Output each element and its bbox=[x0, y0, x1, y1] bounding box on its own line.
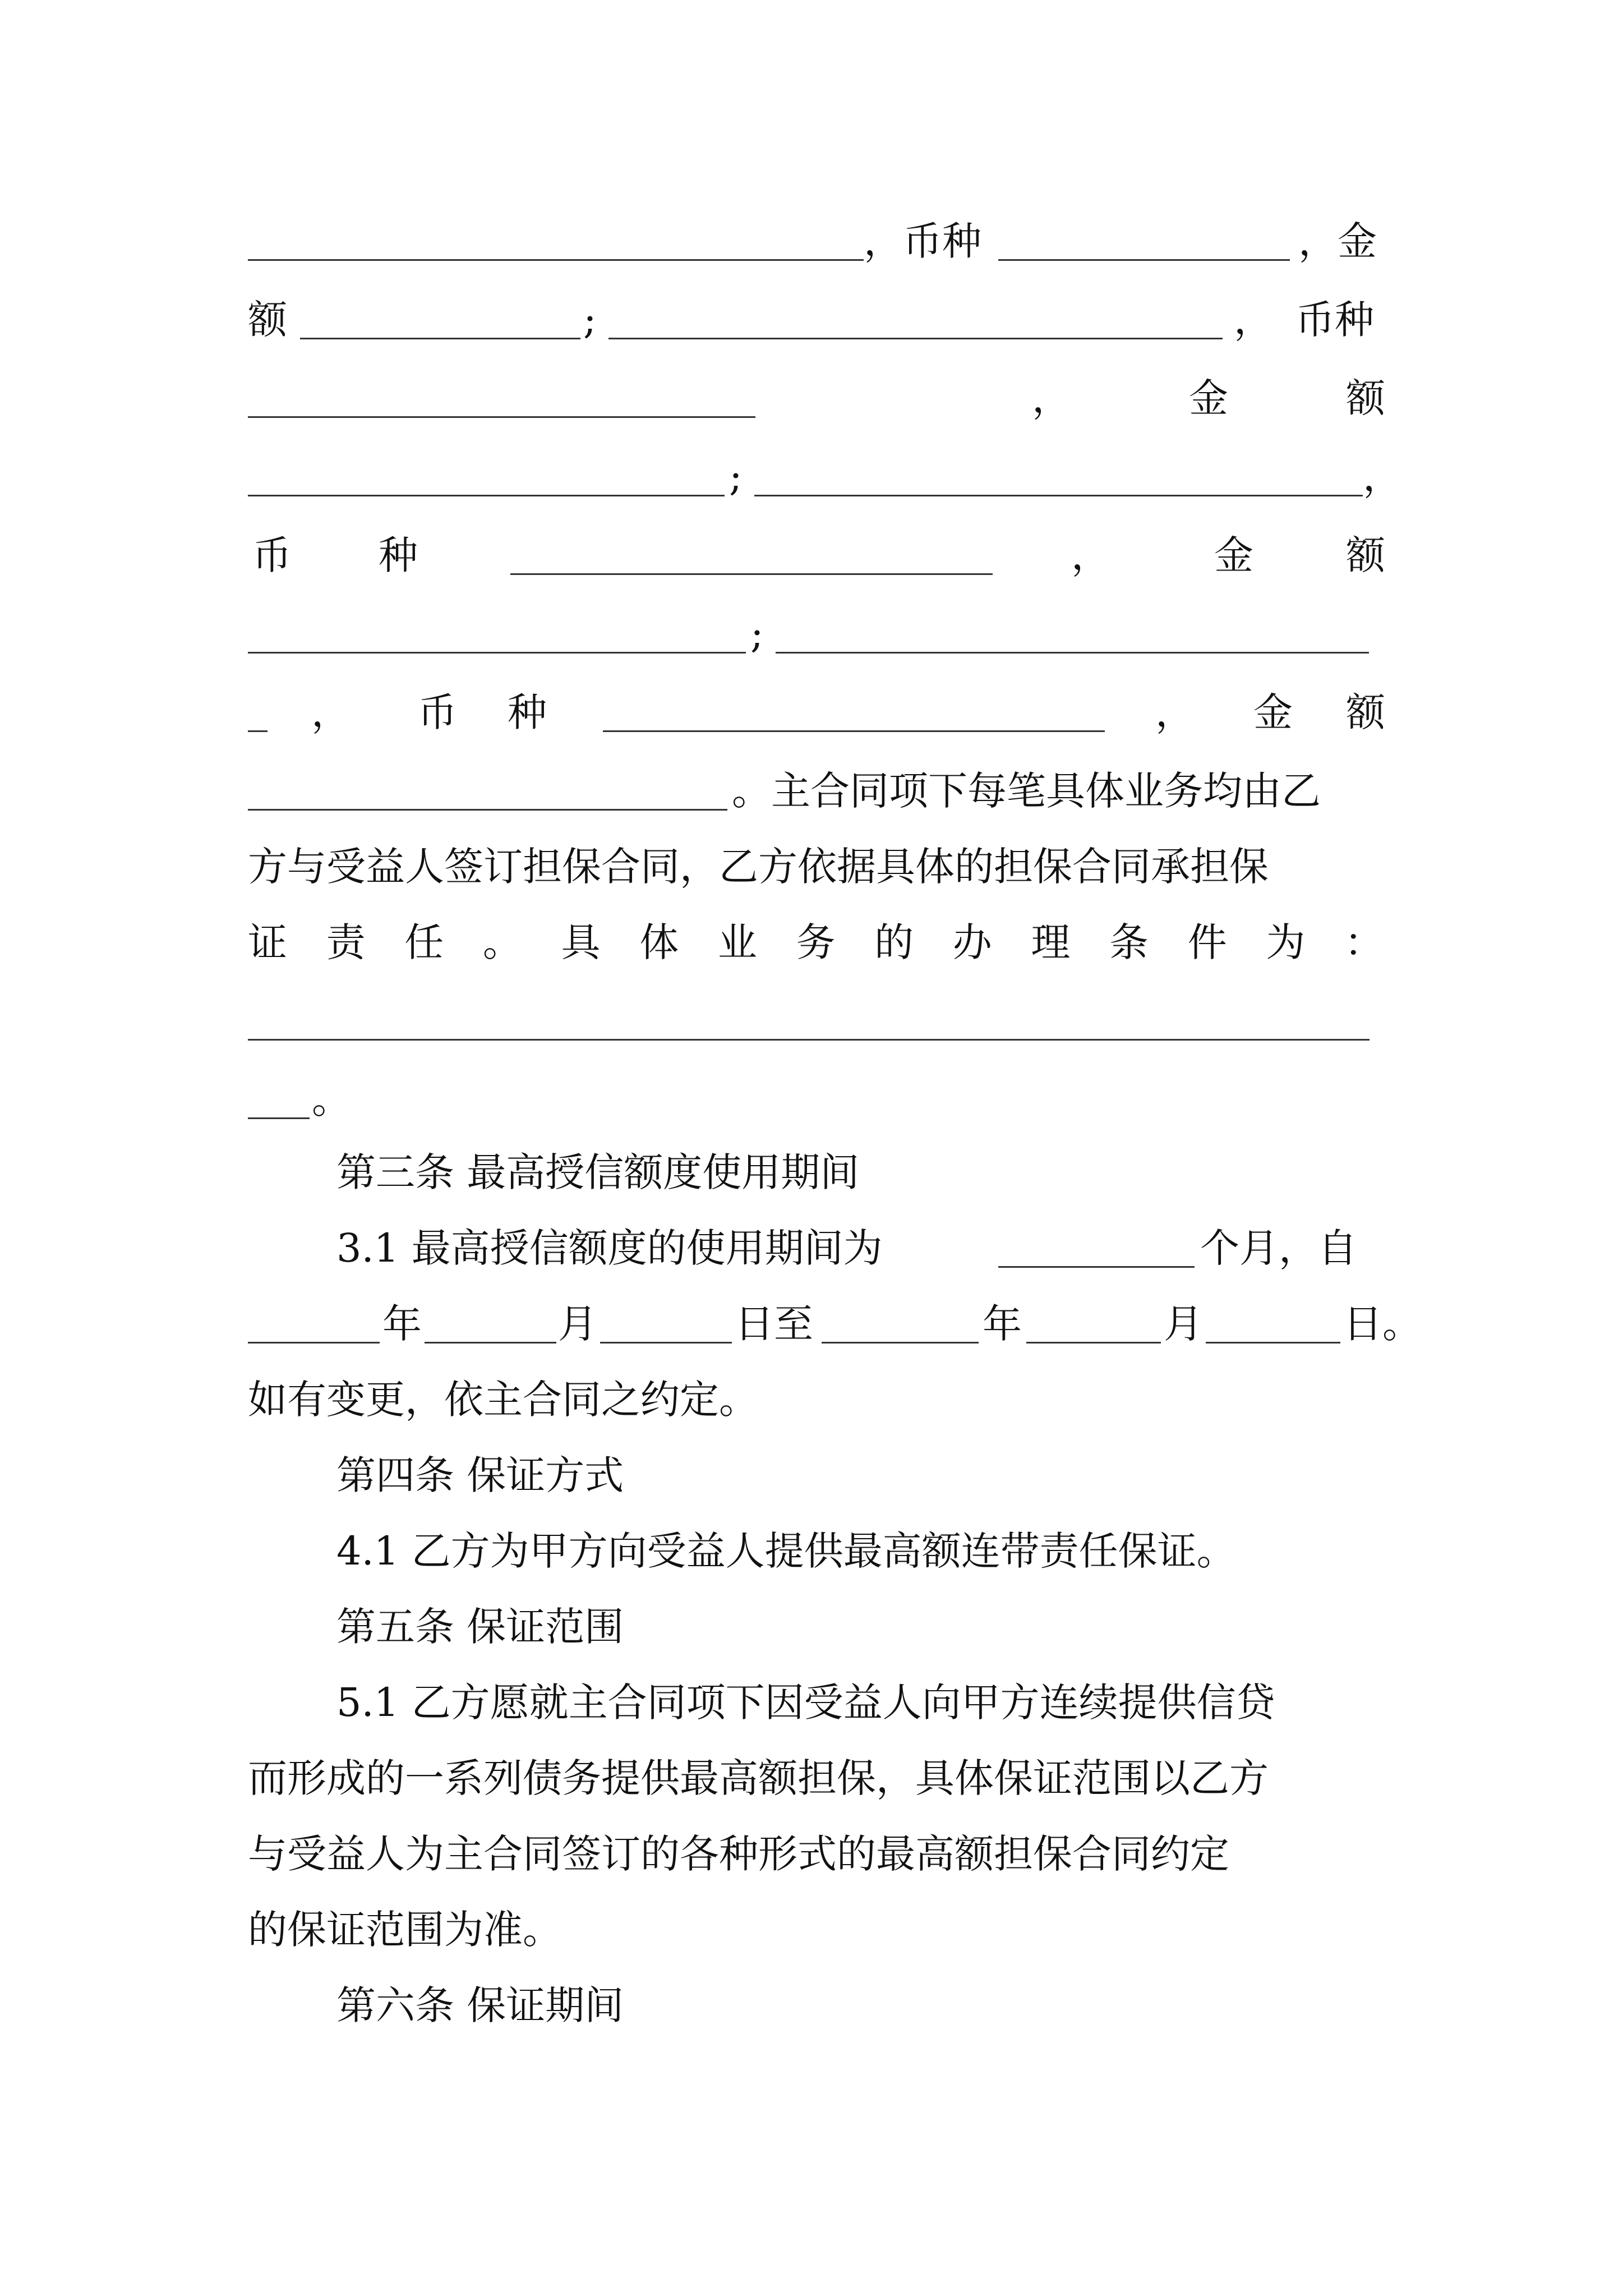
text: 种 bbox=[379, 532, 418, 578]
blank-line bbox=[998, 1266, 1195, 1268]
blank-line bbox=[1026, 1342, 1161, 1343]
text: 年 bbox=[983, 1301, 1022, 1347]
blank-line bbox=[603, 730, 1105, 732]
line-2 bbox=[0, 292, 1623, 370]
char: 的 bbox=[874, 919, 914, 965]
text: 的保证范围为准。 bbox=[248, 1907, 562, 1953]
line-7 bbox=[0, 684, 1623, 763]
text: ，币种 bbox=[864, 218, 981, 264]
text: 种 bbox=[508, 689, 547, 735]
heading: 第五条 保证范围 bbox=[336, 1604, 624, 1650]
text: 而形成的一系列债务提供最高额担保，具体保证范围以乙方 bbox=[248, 1755, 1269, 1801]
blank-line bbox=[248, 495, 725, 496]
char: 体 bbox=[639, 919, 679, 965]
justified-line bbox=[248, 914, 1384, 970]
text: ， bbox=[1363, 454, 1402, 500]
char: 责 bbox=[326, 919, 366, 965]
text: 日。 bbox=[1343, 1301, 1422, 1347]
blank-line bbox=[608, 338, 1223, 339]
text: 金 bbox=[1214, 532, 1253, 578]
char: 。 bbox=[482, 919, 522, 965]
text: ， bbox=[1032, 375, 1071, 421]
text: 4.1 乙方为甲方向受益人提供最高额连带责任保证。 bbox=[336, 1528, 1236, 1574]
clause-5-line-2 bbox=[0, 1750, 1623, 1829]
line-6 bbox=[0, 606, 1623, 684]
article-3-title bbox=[0, 1144, 1623, 1223]
text: ， bbox=[1155, 689, 1195, 735]
line-8 bbox=[0, 763, 1623, 841]
article-6-title bbox=[0, 1977, 1623, 2056]
blank-line bbox=[1206, 1342, 1340, 1343]
text: 与受益人为主合同签订的各种形式的最高额担保合同约定 bbox=[248, 1831, 1229, 1877]
text: ， bbox=[1071, 532, 1110, 578]
text: 额 bbox=[248, 297, 287, 343]
blank-line bbox=[998, 259, 1290, 261]
clause-5-line-3 bbox=[0, 1826, 1623, 1904]
line-5 bbox=[0, 527, 1623, 606]
blank-line bbox=[300, 338, 580, 339]
blank-line bbox=[425, 1342, 556, 1343]
text: ; bbox=[750, 611, 764, 657]
text: 币 bbox=[418, 689, 457, 735]
text: ; bbox=[729, 454, 743, 500]
line-3 bbox=[0, 370, 1623, 449]
clause-3-1 bbox=[0, 1220, 1623, 1299]
text: 。 bbox=[312, 1076, 351, 1122]
char: 理 bbox=[1031, 919, 1071, 965]
heading: 第三条 最高授信额度使用期间 bbox=[336, 1149, 860, 1195]
char: 条 bbox=[1109, 919, 1149, 965]
line-9 bbox=[0, 839, 1623, 917]
clause-5-line-4 bbox=[0, 1902, 1623, 1980]
line-16 bbox=[0, 1372, 1623, 1450]
text: 币 bbox=[252, 532, 292, 578]
blank-line bbox=[822, 1342, 979, 1343]
line-11 bbox=[0, 993, 1623, 1071]
line-10 bbox=[0, 914, 1623, 993]
date-line bbox=[0, 1296, 1623, 1374]
char: 件 bbox=[1187, 919, 1227, 965]
text: ，金 bbox=[1298, 218, 1377, 264]
article-4-title bbox=[0, 1447, 1623, 1526]
char: 业 bbox=[717, 919, 757, 965]
text: 额 bbox=[1346, 532, 1385, 578]
text: 额 bbox=[1346, 375, 1385, 421]
clause-4-1 bbox=[0, 1523, 1623, 1602]
blank-line bbox=[248, 259, 864, 261]
char: 办 bbox=[952, 919, 992, 965]
clause-5-1 bbox=[0, 1674, 1623, 1753]
blank-line bbox=[248, 1342, 380, 1343]
text: 如有变更，依主合同之约定。 bbox=[248, 1377, 758, 1423]
text: 。主合同项下每笔具体业务均由乙 bbox=[732, 768, 1321, 814]
article-5-title bbox=[0, 1599, 1623, 1677]
blank-line bbox=[776, 652, 1369, 654]
text: 个月，自 bbox=[1200, 1225, 1357, 1271]
char: 证 bbox=[248, 919, 287, 965]
text: 5.1 乙方愿就主合同项下因受益人向甲方连续提供信贷 bbox=[336, 1680, 1275, 1726]
text: ， bbox=[311, 689, 351, 735]
text: 年 bbox=[382, 1301, 422, 1347]
line-4 bbox=[0, 449, 1623, 527]
blank-line bbox=[248, 1039, 1370, 1041]
text: ; bbox=[583, 297, 597, 343]
text: 月 bbox=[1164, 1301, 1203, 1347]
char: 为 bbox=[1266, 919, 1306, 965]
line-12 bbox=[0, 1071, 1623, 1150]
char: 务 bbox=[796, 919, 836, 965]
text: ， bbox=[1234, 297, 1273, 343]
heading: 第四条 保证方式 bbox=[336, 1452, 624, 1498]
blank-line bbox=[600, 1342, 732, 1343]
char: 具 bbox=[561, 919, 601, 965]
text: 3.1 最高授信额度的使用期间为 bbox=[336, 1225, 883, 1271]
blank-line bbox=[248, 730, 268, 732]
text: 月 bbox=[558, 1301, 597, 1347]
blank-line bbox=[248, 1117, 310, 1119]
text: 币种 bbox=[1295, 297, 1374, 343]
text: 日至 bbox=[735, 1301, 813, 1347]
char: ： bbox=[1344, 919, 1384, 965]
text: 方与受益人签订担保合同，乙方依据具体的担保合同承担保 bbox=[248, 844, 1269, 890]
blank-line bbox=[754, 495, 1363, 496]
blank-line bbox=[248, 416, 755, 418]
line-1 bbox=[0, 213, 1623, 292]
char: 任 bbox=[404, 919, 444, 965]
heading: 第六条 保证期间 bbox=[336, 1982, 624, 2028]
blank-line bbox=[248, 809, 727, 811]
blank-line bbox=[248, 652, 746, 654]
text: 金 bbox=[1253, 689, 1293, 735]
blank-line bbox=[510, 573, 993, 575]
text: 金 bbox=[1189, 375, 1228, 421]
text: 额 bbox=[1346, 689, 1385, 735]
